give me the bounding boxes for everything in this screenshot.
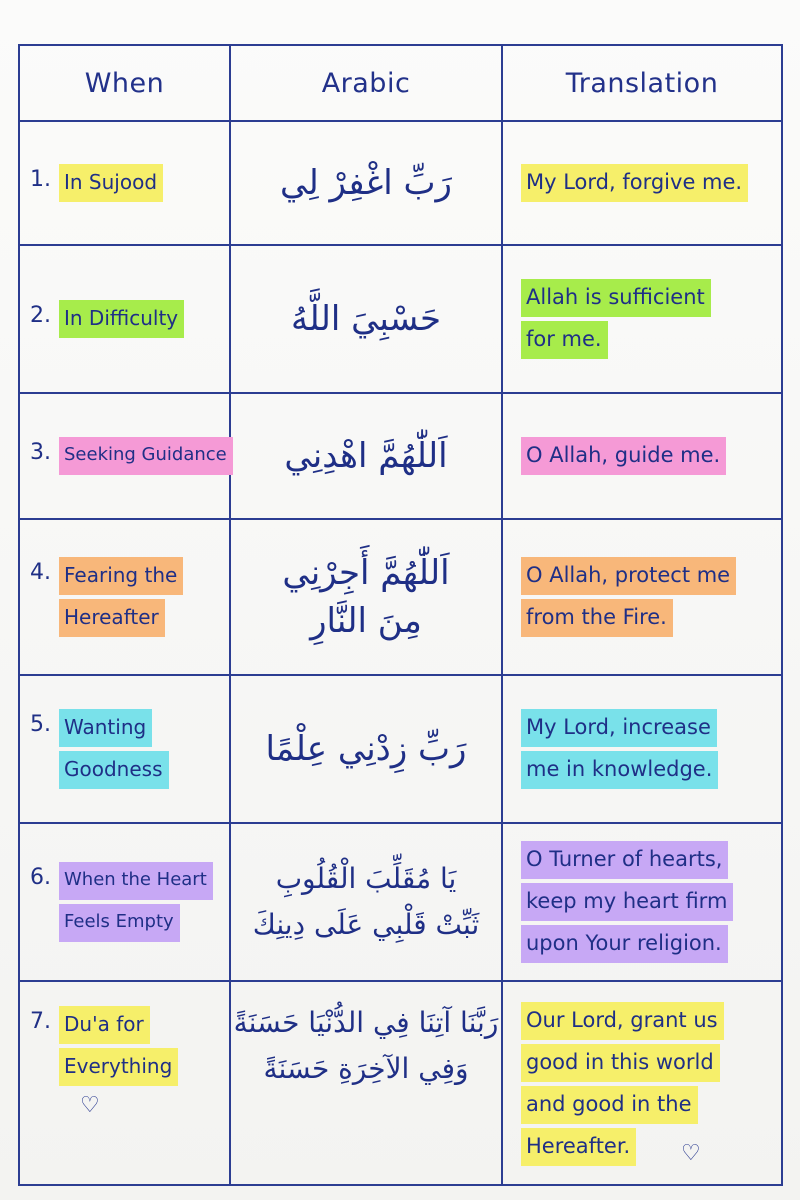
when-cell [19,393,230,519]
translation-cell [502,393,782,519]
row-number: 4. [30,560,51,585]
translation-line: Hereafter. [521,1128,636,1166]
translation-line: O Turner of hearts, [521,841,728,879]
row-number: 3. [30,440,51,465]
when-label: Seeking Guidance [59,437,233,475]
table-row [19,981,782,1185]
table-row [19,393,782,519]
arabic-cell [230,675,502,823]
translation-cell [502,121,782,245]
translation-line: Our Lord, grant us [521,1002,724,1040]
arabic-text: اَللّٰهُمَّ اهْدِنِي [284,436,448,476]
translation-cell [502,675,782,823]
when-cell [19,121,230,245]
header-when: When [19,45,230,121]
when-label: Everything [59,1048,178,1086]
arabic-text: رَبَّنَا آتِنَا فِي الدُّنْيَا حَسَنَةً [233,1006,499,1039]
translation-line: me in knowledge. [521,751,718,789]
when-label: Du'a for [59,1006,150,1044]
row-number: 5. [30,712,51,737]
when-cell [19,981,230,1185]
row-number: 6. [30,865,51,890]
table-row [19,245,782,393]
heart-icon: ♡ [681,1141,701,1166]
table-row [19,121,782,245]
header-translation: Translation [502,45,782,121]
arabic-text: حَسْبِيَ اللَّهُ [290,299,442,339]
when-cell [19,675,230,823]
when-label: In Sujood [59,164,163,202]
when-label: Hereafter [59,599,165,637]
when-label: Wanting [59,709,152,747]
when-label: When the Heart [59,862,213,900]
row-number: 2. [30,303,51,328]
when-label: Goodness [59,751,169,789]
when-cell [19,519,230,675]
header-arabic: Arabic [230,45,502,121]
arabic-cell [230,823,502,981]
arabic-text: اَللّٰهُمَّ أَجِرْنِي [282,553,450,593]
translation-line: keep my heart firm [521,883,733,921]
translation-cell [502,823,782,981]
row-number: 1. [30,167,51,192]
arabic-text: يَا مُقَلِّبَ الْقُلُوبِ [275,862,457,895]
when-cell [19,823,230,981]
arabic-text: مِنَ النَّارِ [310,601,422,641]
translation-line: My Lord, increase [521,709,717,747]
table-header-row [19,45,782,121]
translation-line: O Allah, guide me. [521,437,726,475]
when-label: Feels Empty [59,904,180,942]
translation-cell [502,245,782,393]
arabic-cell [230,981,502,1185]
when-label: Fearing the [59,557,183,595]
translation-cell [502,519,782,675]
translation-cell [502,981,782,1185]
row-number: 7. [30,1009,51,1034]
arabic-text: ثَبِّتْ قَلْبِي عَلَى دِينِكَ [252,908,480,941]
arabic-cell [230,121,502,245]
arabic-cell [230,245,502,393]
arabic-cell [230,519,502,675]
translation-line: for me. [521,321,608,359]
translation-line: Allah is sufficient [521,279,711,317]
translation-line: O Allah, protect me [521,557,736,595]
table-row [19,675,782,823]
arabic-text: رَبِّ زِدْنِي عِلْمًا [265,729,467,769]
translation-line: good in this world [521,1044,720,1082]
table-row [19,519,782,675]
when-cell [19,245,230,393]
dua-table [18,44,783,1186]
translation-line: My Lord, forgive me. [521,164,748,202]
arabic-cell [230,393,502,519]
when-label: In Difficulty [59,300,184,338]
table-row [19,823,782,981]
arabic-text: رَبِّ اغْفِرْ لِي [280,163,452,203]
translation-line: and good in the [521,1086,698,1124]
translation-line: from the Fire. [521,599,673,637]
arabic-text: وَفِي الآخِرَةِ حَسَنَةً [263,1052,469,1085]
translation-line: upon Your religion. [521,925,728,963]
heart-icon: ♡ [80,1093,100,1118]
